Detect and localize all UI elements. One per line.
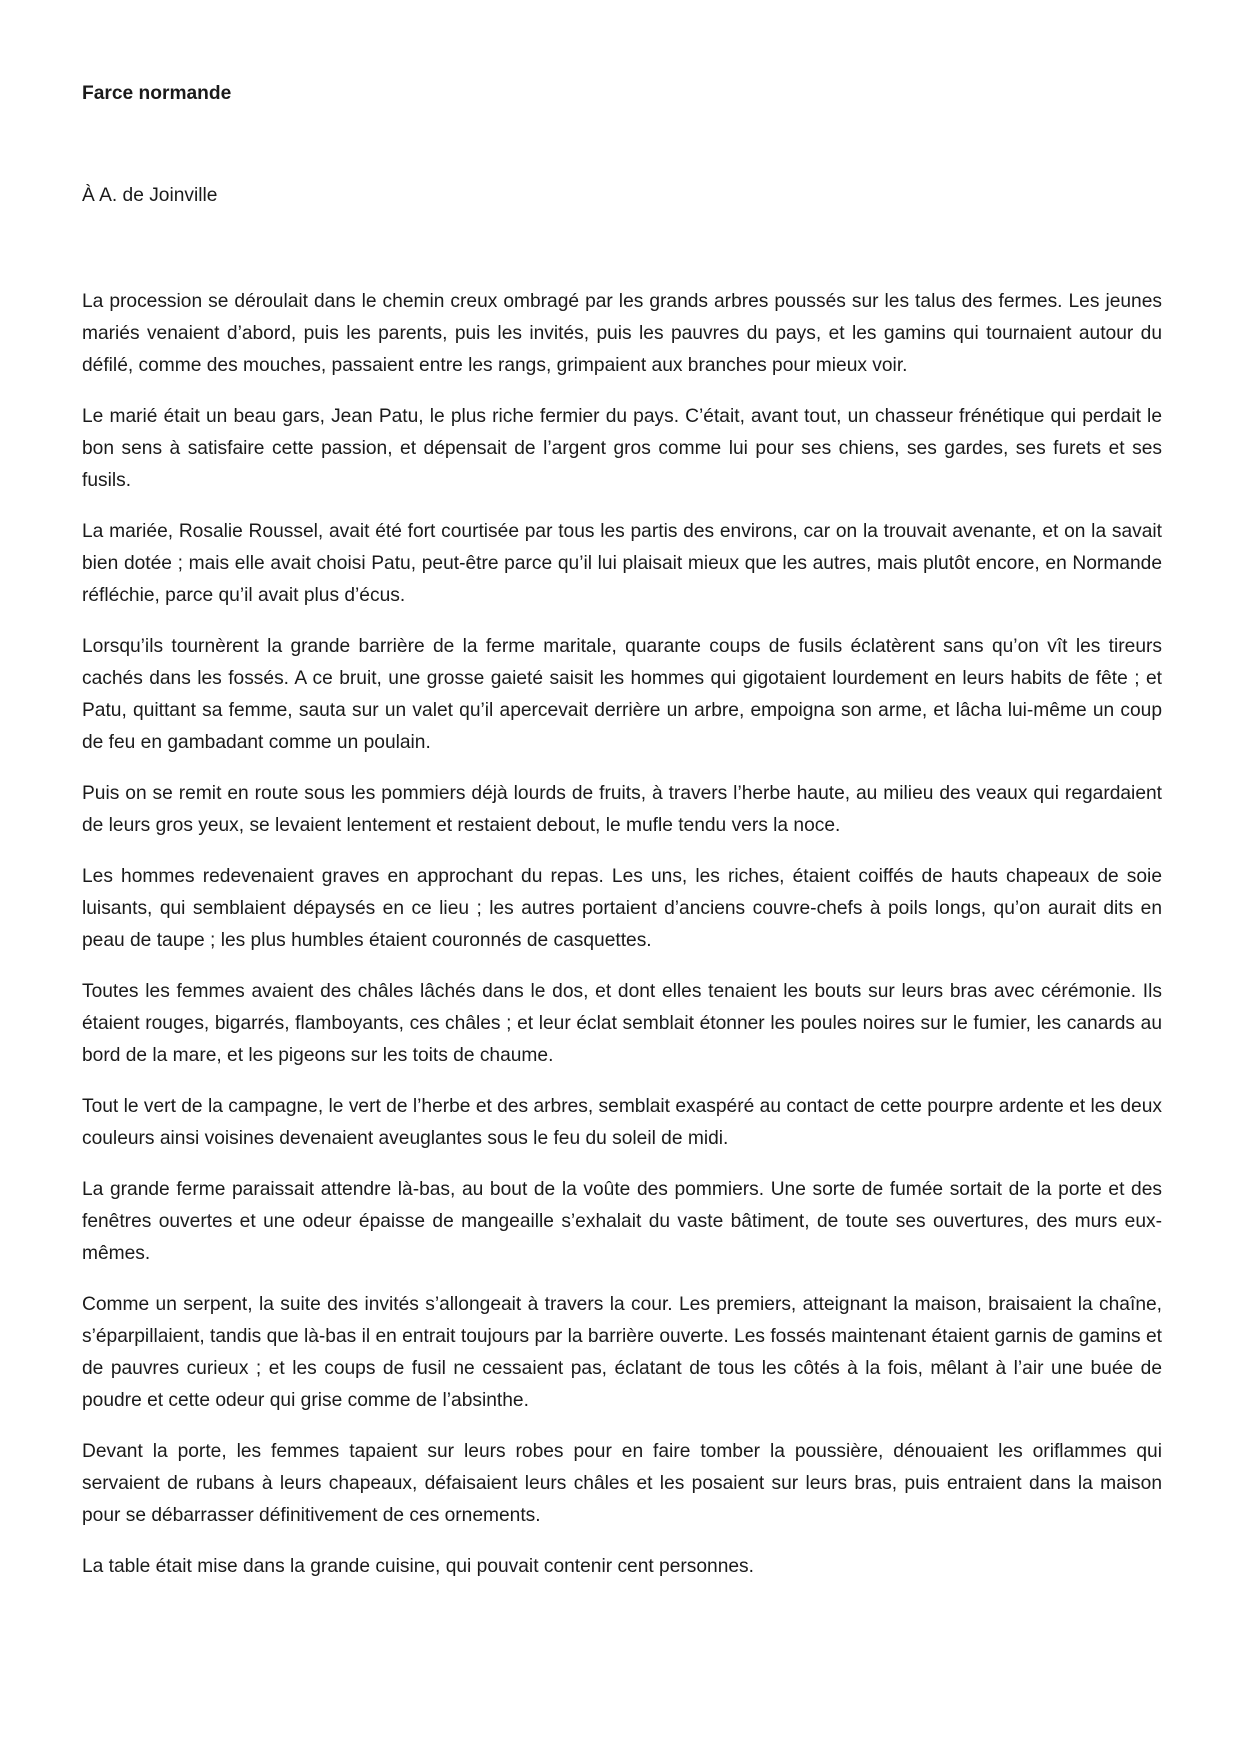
paragraph: Puis on se remit en route sous les pommiers déjà lourds de fruits, à travers l’herbe haute, au milieu des veaux qui regardaient de leurs gros yeux, se levaient lentement et restaient debout, le mufle tendu vers la noce. [82, 783, 1162, 836]
paragraph: La table était mise dans la grande cuisine, qui pouvait contenir cent personnes. [82, 1556, 754, 1577]
paragraph: Les hommes redevenaient graves en approchant du repas. Les uns, les riches, étaient coiffés de hauts chapeaux de soie luisants, qui semblaient dépaysés en ce lieu ; les autres portaient d’anciens couvre-chefs à poils longs, qu’on aurait dits en peau de taupe ; les plus humbles étaient couronnés de casquettes. [82, 866, 1162, 951]
body-text [82, 286, 1162, 1602]
paragraph: La procession se déroulait dans le chemin creux ombragé par les grands arbres poussés sur les talus des fermes. Les jeunes mariés venaient d’abord, puis les parents, puis les invités, puis les pauvres du pays, et les gamins qui tournaient autour du défilé, comme des mouches, passaient entre les rangs, grimpaient aux branches pour mieux voir. [82, 291, 1162, 376]
paragraph: La mariée, Rosalie Roussel, avait été fort courtisée par tous les partis des environs, car on la trouvait avenante, et on la savait bien dotée ; mais elle avait choisi Patu, peut-être parce qu’il lui plaisait mieux que les autres, mais plutôt encore, en Normande réfléchie, parce qu’il avait plus d’écus. [82, 521, 1162, 606]
dedication: À A. de Joinville [82, 185, 218, 206]
document-page [82, 78, 1162, 1577]
document-title: Farce normande [82, 83, 232, 104]
paragraph: Devant la porte, les femmes tapaient sur leurs robes pour en faire tomber la poussière, dénouaient les oriflammes qui servaient de rubans à leurs chapeaux, défaisaient leurs châles et les posaient sur leurs bras, puis entraient dans la maison pour se débarrasser définitivement de ces ornements. [82, 1441, 1162, 1526]
paragraph: Tout le vert de la campagne, le vert de l’herbe et des arbres, semblait exaspéré au contact de cette pourpre ardente et les deux couleurs ainsi voisines devenaient aveuglantes sous le feu du soleil de midi. [82, 1096, 1162, 1149]
paragraph: Toutes les femmes avaient des châles lâchés dans le dos, et dont elles tenaient les bouts sur leurs bras avec cérémonie. Ils étaient rouges, bigarrés, flamboyants, ces châles ; et leur éclat semblait étonner les poules noires sur le fumier, les canards au bord de la mare, et les pigeons sur les toits de chaume. [82, 981, 1162, 1066]
paragraph: La grande ferme paraissait attendre là-bas, au bout de la voûte des pommiers. Une sorte de fumée sortait de la porte et des fenêtres ouvertes et une odeur épaisse de mangeaille s’exhalait du vaste bâtiment, de toute ses ouvertures, des murs eux-mêmes. [82, 1179, 1162, 1264]
paragraph: Lorsqu’ils tournèrent la grande barrière de la ferme maritale, quarante coups de fusils éclatèrent sans qu’on vît les tireurs cachés dans les fossés. A ce bruit, une grosse gaieté saisit les hommes qui gigotaient lourdement en leurs habits de fête ; et Patu, quittant sa femme, sauta sur un valet qu’il apercevait derrière un arbre, empoigna son arme, et lâcha lui-même un coup de feu en gambadant comme un poulain. [82, 636, 1162, 753]
paragraph: Le marié était un beau gars, Jean Patu, le plus riche fermier du pays. C’était, avant tout, un chasseur frénétique qui perdait le bon sens à satisfaire cette passion, et dépensait de l’argent gros comme lui pour ses chiens, ses gardes, ses furets et ses fusils. [82, 406, 1162, 491]
paragraph: Comme un serpent, la suite des invités s’allongeait à travers la cour. Les premiers, atteignant la maison, braisaient la chaîne, s’éparpillaient, tandis que là-bas il en entrait toujours par la barrière ouverte. Les fossés maintenant étaient garnis de gamins et de pauvres curieux ; et les coups de fusil ne cessaient pas, éclatant de tous les côtés à la fois, mêlant à l’air une buée de poudre et cette odeur qui grise comme de l’absinthe. [82, 1294, 1162, 1411]
